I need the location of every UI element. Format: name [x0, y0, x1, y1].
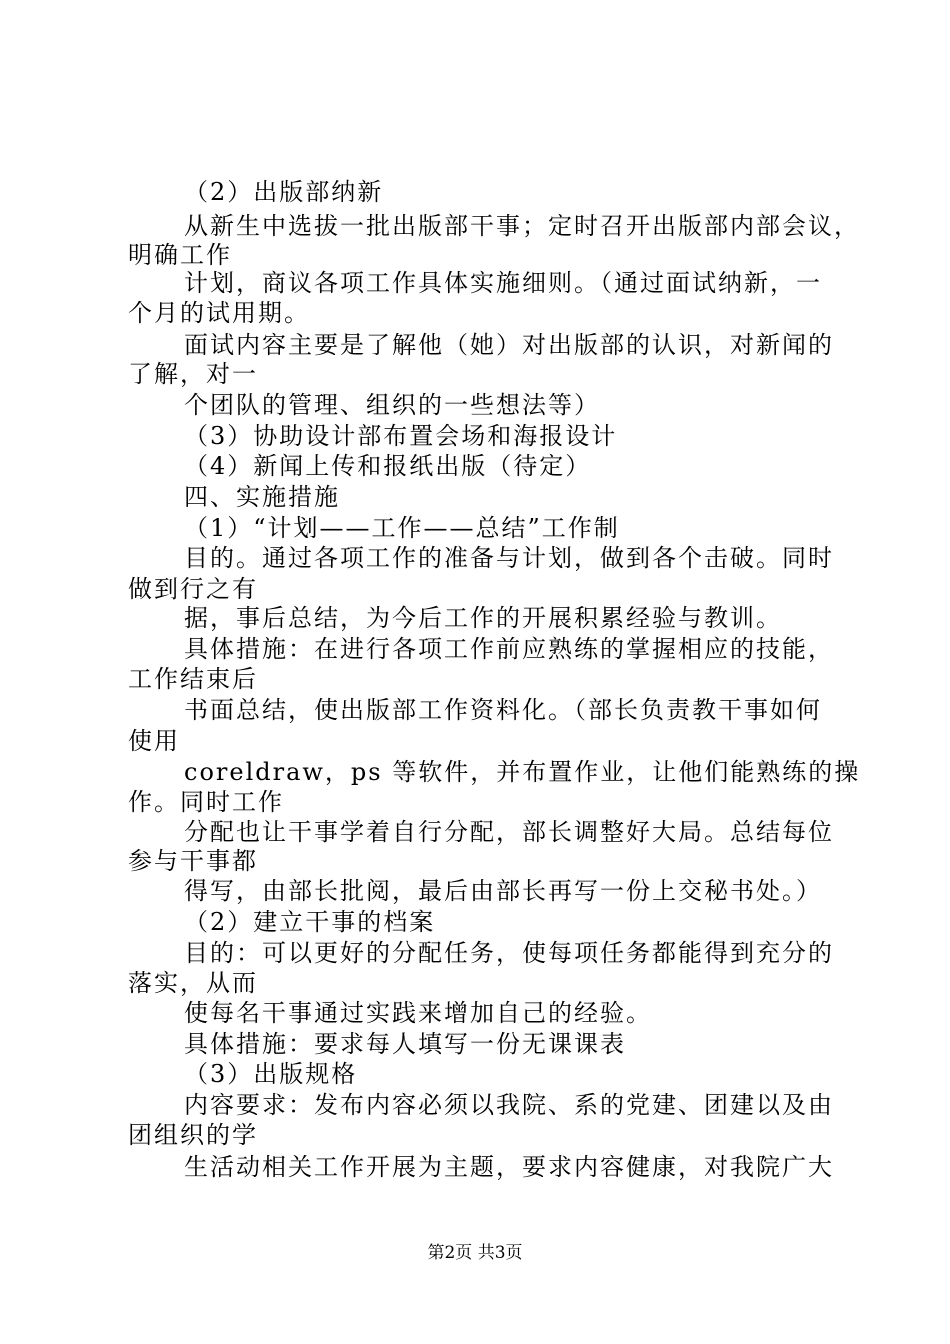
text-line: 使用 — [128, 727, 180, 755]
text-line: （3）协助设计部布置会场和海报设计 — [184, 422, 618, 450]
text-line: 计划，商议各项工作具体实施细则。（通过面试纳新，一 — [184, 269, 822, 297]
text-line: 据，事后总结，为今后工作的开展积累经验与教训。 — [184, 604, 782, 632]
text-line: 了解，对一 — [128, 360, 258, 388]
page-number-footer: 第2页 共3页 — [427, 1243, 523, 1263]
text-line: 参与干事都 — [128, 847, 258, 875]
text-line: 使每名干事通过实践来增加自己的经验。 — [184, 999, 652, 1027]
text-line: （4）新闻上传和报纸出版（待定） — [184, 452, 592, 480]
text-line: 分配也让干事学着自行分配，部长调整好大局。总结每位 — [184, 818, 834, 846]
text-line: 工作结束后 — [128, 665, 258, 693]
text-line: 明确工作 — [128, 241, 232, 269]
text-line: 个团队的管理、组织的一些想法等） — [184, 391, 600, 419]
text-line: 个月的试用期。 — [128, 299, 310, 327]
text-line: 得写，由部长批阅，最后由部长再写一份上交秘书处。） — [184, 877, 822, 905]
text-line: （2）出版部纳新 — [184, 178, 384, 206]
text-line: 从新生中选拔一批出版部干事；定时召开出版部内部会议， — [184, 212, 860, 240]
text-line: 具体措施：要求每人填写一份无课课表 — [184, 1030, 626, 1058]
text-line: 团组织的学 — [128, 1121, 258, 1149]
text-line: （2）建立干事的档案 — [184, 908, 436, 936]
text-line: 做到行之有 — [128, 575, 258, 603]
text-line: 具体措施：在进行各项工作前应熟练的掌握相应的技能， — [184, 635, 834, 663]
text-line: 书面总结，使出版部工作资料化。（部长负责教干事如何 — [184, 696, 822, 724]
text-line: 四、实施措施 — [184, 483, 340, 511]
text-line: 目的：可以更好的分配任务，使每项任务都能得到充分的 — [184, 939, 834, 967]
text-line: 生活动相关工作开展为主题，要求内容健康，对我院广大 — [184, 1153, 834, 1181]
text-line: （1）“计划——工作——总结”工作制 — [184, 514, 620, 542]
text-line: 内容要求：发布内容必须以我院、系的党建、团建以及由 — [184, 1091, 834, 1119]
text-line: （3）出版规格 — [184, 1060, 358, 1088]
text-line: 目的。通过各项工作的准备与计划，做到各个击破。同时 — [184, 544, 834, 572]
text-line: 落实，从而 — [128, 969, 258, 997]
text-line: 面试内容主要是了解他（她）对出版部的认识，对新闻的 — [184, 331, 834, 359]
text-line: coreldraw，ps 等软件，并布置作业，让他们能熟练的操 — [184, 758, 861, 786]
text-line: 作。同时工作 — [128, 788, 284, 816]
